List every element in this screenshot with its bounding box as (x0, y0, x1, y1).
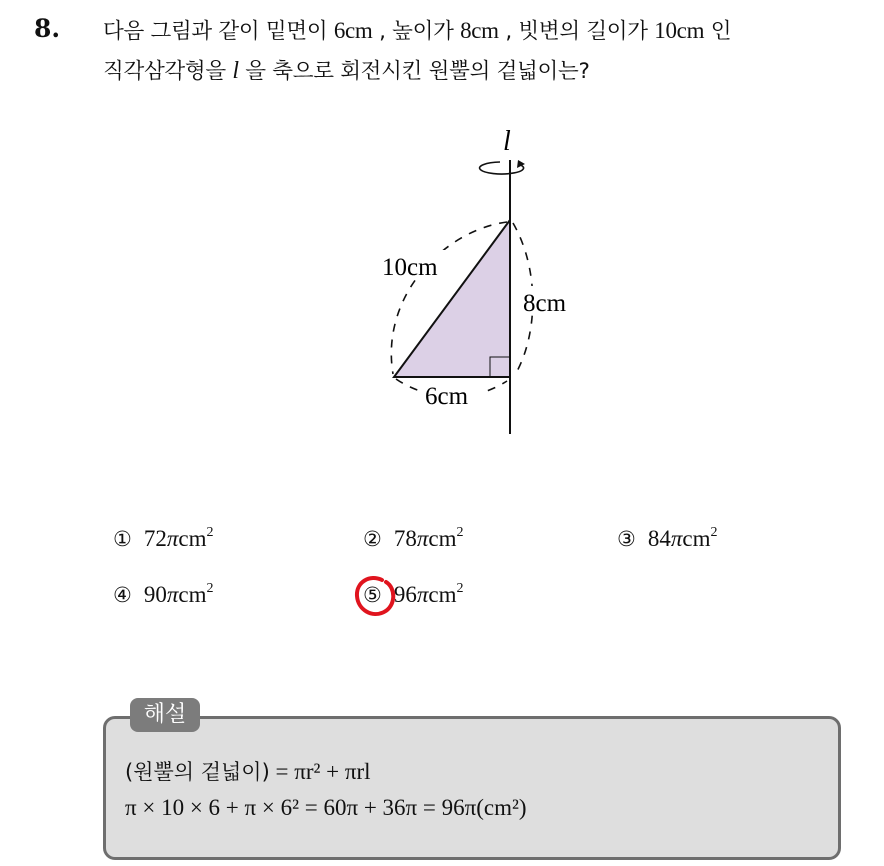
choice-5[interactable]: ⑤ 96πcm$^2$ (363, 581, 464, 607)
choice-4[interactable]: ④ 90πcm$^2$ (113, 581, 214, 607)
selected-answer-circle-icon (352, 572, 400, 620)
choice-1[interactable]: ① 72πcm$^2$ (113, 525, 214, 551)
question-number: 8. (34, 14, 61, 43)
explanation-line-2: π × 10 × 6 + π × 6² = 60π + 36π = 96π(cm²) (125, 795, 527, 820)
explanation-box (103, 716, 841, 860)
explanation-label: 해설 (130, 698, 200, 732)
hypotenuse-label: 10cm (382, 254, 438, 281)
right-triangle (394, 220, 510, 377)
rotation-arrow-icon (480, 162, 524, 174)
cone-triangle-figure (360, 120, 600, 450)
explanation-line-1: (원뿔의 겉넓이) = πr² + πrl (125, 759, 371, 784)
question-line-1: 다음 그림과 같이 밑면이 6cm , 높이가 8cm , 빗변의 길이가 10cm 인 (103, 18, 732, 44)
axis-label: l (503, 126, 511, 157)
height-label: 8cm (523, 290, 567, 317)
choice-2[interactable]: ② 78πcm$^2$ (363, 525, 464, 551)
base-label: 6cm (425, 383, 469, 410)
choice-3[interactable]: ③ 84πcm$^2$ (617, 525, 718, 551)
question-line-2: 직각삼각형을 l 을 축으로 회전시킨 원뿔의 겉넓이는? (103, 58, 590, 84)
